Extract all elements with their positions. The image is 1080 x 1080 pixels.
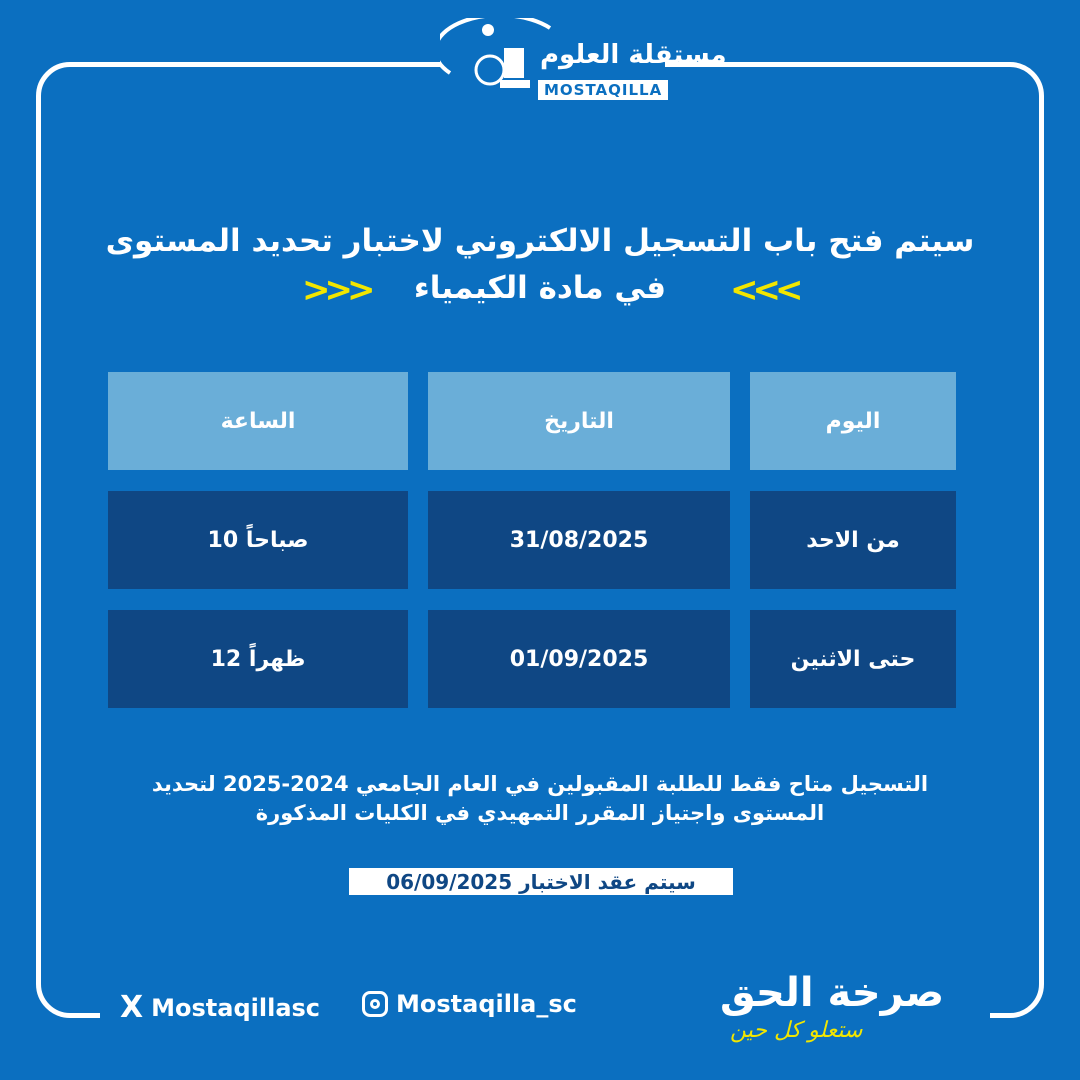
x-social-link[interactable] (120, 990, 320, 1025)
logo-english-name: MOSTAQILLA (538, 80, 668, 100)
row2-time: ظهراً 12 (108, 610, 408, 708)
headline (60, 218, 1020, 312)
instagram-handle: Mostaqilla_sc (396, 990, 577, 1018)
header-time: الساعة (108, 372, 408, 470)
eligibility-note (80, 770, 1000, 828)
header-day: اليوم (750, 372, 956, 470)
exam-date-banner: سيتم عقد الاختبار 06/09/2025 (349, 868, 733, 895)
headline-line2: في مادة الكيمياء (413, 270, 667, 306)
note-line1: التسجيل متاح فقط للطلبة المقبولين في العام الجامعي 2024-2025 لتحديد (151, 772, 929, 796)
row1-date: 31/08/2025 (428, 491, 730, 589)
brand-slogan: ستعلو كل حين (730, 1018, 863, 1043)
brand-signature (720, 970, 945, 1043)
row1-day: من الاحد (750, 491, 956, 589)
chevron-right-icon: >>> (302, 270, 370, 310)
x-handle: Mostaqillasc (151, 993, 321, 1022)
x-icon: X (120, 990, 144, 1025)
brand-title: صرخة الحق (720, 970, 945, 1016)
instagram-icon (362, 991, 388, 1017)
row2-day: حتى الاثنين (750, 610, 956, 708)
headline-line1: سيتم فتح باب التسجيل الالكتروني لاختبار تحديد المستوى (105, 223, 975, 259)
chevron-left-icon: <<< (730, 270, 798, 310)
note-line2: المستوى واجتياز المقرر التمهيدي في الكليات المذكورة (255, 801, 825, 825)
logo-arabic-name: مستقلة العلوم (540, 40, 727, 70)
row1-time: صباحاً 10 (108, 491, 408, 589)
instagram-social-link[interactable] (362, 990, 577, 1018)
row2-date: 01/09/2025 (428, 610, 730, 708)
header-date: التاريخ (428, 372, 730, 470)
